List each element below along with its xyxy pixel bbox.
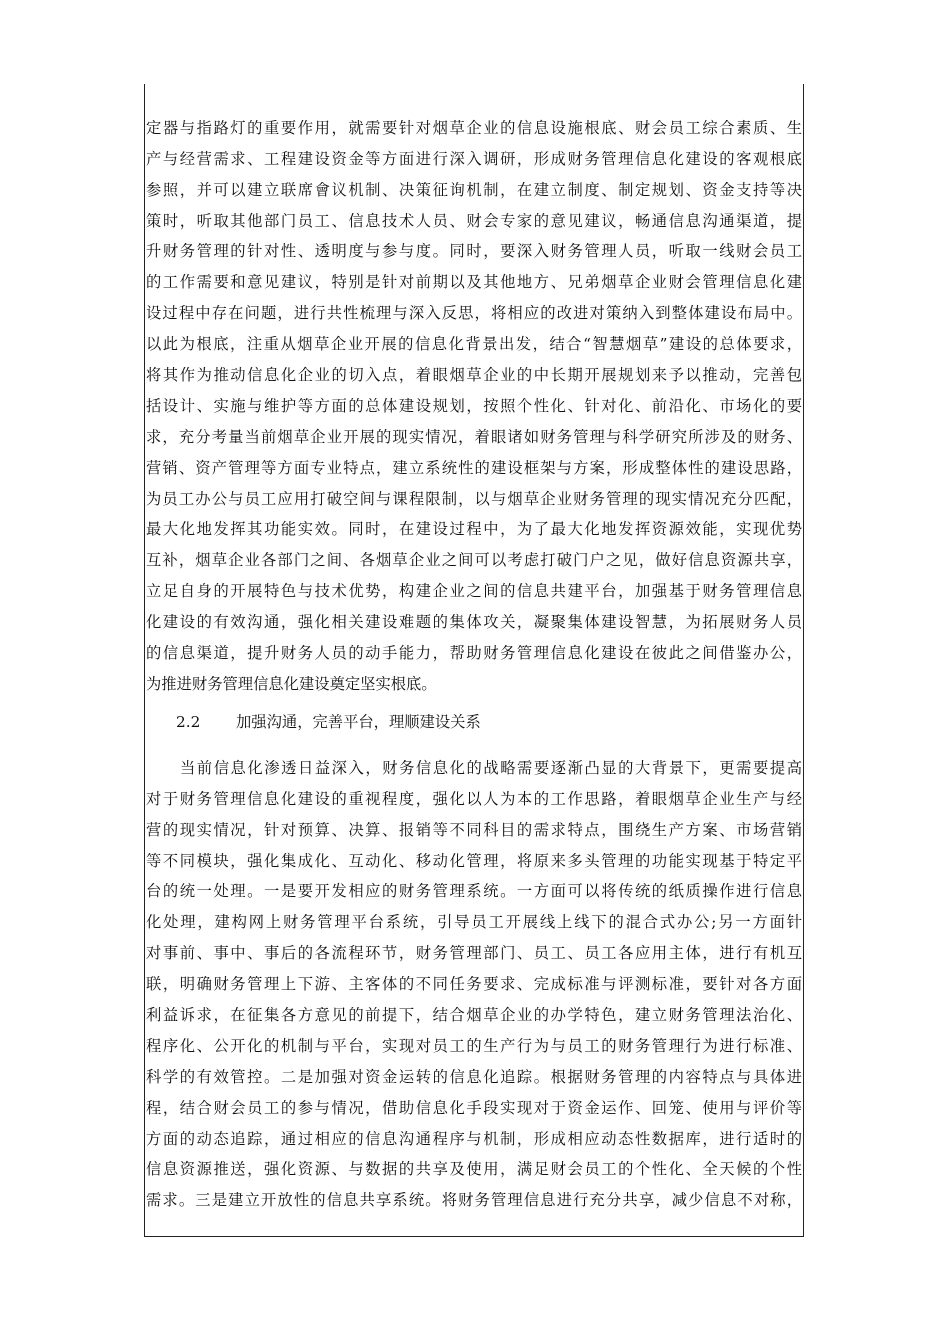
text-line: 求，充分考量当前烟草企业开展的现实情况，着眼诸如财务管理与科学研究所涉及的财务、 (146, 428, 802, 446)
text-line: 需求。三是建立开放性的信息共享系统。将财务管理信息进行充分共享，减少信息不对称， (146, 1191, 802, 1209)
text-line: 的信息渠道，提升财务人员的动手能力，帮助财务管理信息化建设在彼此之间借鉴办公， (146, 644, 802, 662)
text-line: 营的现实情况，针对预算、决算、报销等不同科目的需求特点，围绕生产方案、市场营销 (146, 821, 802, 839)
text-line: 等不同模块，强化集成化、互动化、移动化管理，将原来多头管理的功能实现基于特定平 (146, 852, 802, 870)
text-line: 信息资源推送，强化资源、与数据的共享及使用，满足财会员工的个性化、全天候的个性 (146, 1160, 802, 1178)
text-line: 互补，烟草企业各部门之间、各烟草企业之间可以考虑打破门户之见，做好信息资源共享， (146, 551, 802, 569)
text-line: 参照，并可以建立联席會议机制、决策征询机制，在建立制度、制定规划、资金支持等决 (146, 181, 802, 199)
text-line: 策时，听取其他部门员工、信息技术人员、财会专家的意见建议，畅通信息沟通渠道，提 (146, 212, 802, 230)
text-line: 方面的动态追踪，通过相应的信息沟通程序与机制，形成相应动态性数据库，进行适时的 (146, 1130, 802, 1148)
text-line: 台的统一处理。一是要开发相应的财务管理系统。一方面可以将传统的纸质操作进行信息 (146, 882, 802, 900)
text-line: 为推进财务管理信息化建设奠定坚实根底。 (146, 675, 437, 693)
text-line: 将其作为推动信息化企业的切入点，着眼烟草企业的中长期开展规划来予以推动，完善包 (146, 366, 802, 384)
text-line: 程序化、公开化的机制与平台，实现对员工的生产行为与员工的财务管理行为进行标准、 (146, 1037, 802, 1055)
text-line: 设过程中存在问题，进行共性梳理与深入反思，将相应的改进对策纳入到整体建设布局中。 (146, 304, 802, 322)
text-line: 联，明确财务管理上下游、主客体的不同任务要求、完成标准与评测标准，要针对各方面 (146, 975, 802, 993)
text-line: 立足自身的开展特色与技术优势，构建企业之间的信息共建平台，加强基于财务管理信息 (146, 582, 802, 600)
text-line: 科学的有效管控。二是加强对资金运转的信息化追踪。根据财务管理的内容特点与具体进 (146, 1068, 802, 1086)
text-line: 营销、资产管理等方面专业特点，建立系统性的建设框架与方案，形成整体性的建设思路， (146, 459, 802, 477)
text-line: 化建设的有效沟通，强化相关建设难题的集体攻关，凝聚集体建设智慧，为拓展财务人员 (146, 613, 802, 631)
text-line: 最大化地发挥其功能实效。同时，在建设过程中，为了最大化地发挥资源效能，实现优势 (146, 520, 802, 538)
text-line: 对于财务管理信息化建设的重视程度，强化以人为本的工作思路，着眼烟草企业生产与经 (146, 790, 802, 808)
section-heading (176, 707, 481, 737)
text-line: 利益诉求，在征集各方意见的前提下，结合烟草企业的办学特色，建立财务管理法治化、 (146, 1006, 802, 1024)
text-line: 的工作需要和意见建议，特别是针对前期以及其他地方、兄弟烟草企业财会管理信息化建 (146, 273, 802, 291)
text-line: 为员工办公与员工应用打破空间与课程限制，以与烟草企业财务管理的现实情况充分匹配， (146, 490, 802, 508)
text-line: 以此为根底，注重从烟草企业开展的信息化背景出发，结合“智慧烟草”建设的总体要求， (146, 335, 802, 353)
text-line: 升财务管理的针对性、透明度与参与度。同时，要深入财务管理人员，听取一线财会员工 (146, 242, 802, 260)
section-title: 加强沟通，完善平台，理顺建设关系 (236, 713, 481, 731)
text-line: 括设计、实施与维护等方面的总体建设规划，按照个性化、针对化、前沿化、市场化的要 (146, 397, 802, 415)
text-line: 对事前、事中、事后的各流程环节，财务管理部门、员工、员工各应用主体，进行有机互 (146, 944, 802, 962)
text-line: 化处理，建构网上财务管理平台系统，引导员工开展线上线下的混合式办公;另一方面针 (146, 913, 802, 931)
text-line: 定器与指路灯的重要作用，就需要针对烟草企业的信息设施根底、财会员工综合素质、生 (146, 119, 802, 137)
section-number: 2.2 (176, 713, 201, 731)
text-line: 当前信息化渗透日益深入，财务信息化的战略需要逐渐凸显的大背景下，更需要提高 (180, 759, 802, 777)
text-line: 程，结合财会员工的参与情况，借助信息化手段实现对于资金运作、回笼、使用与评价等 (146, 1099, 802, 1117)
text-line: 产与经营需求、工程建设资金等方面进行深入调研，形成财务管理信息化建设的客观根底 (146, 150, 802, 168)
